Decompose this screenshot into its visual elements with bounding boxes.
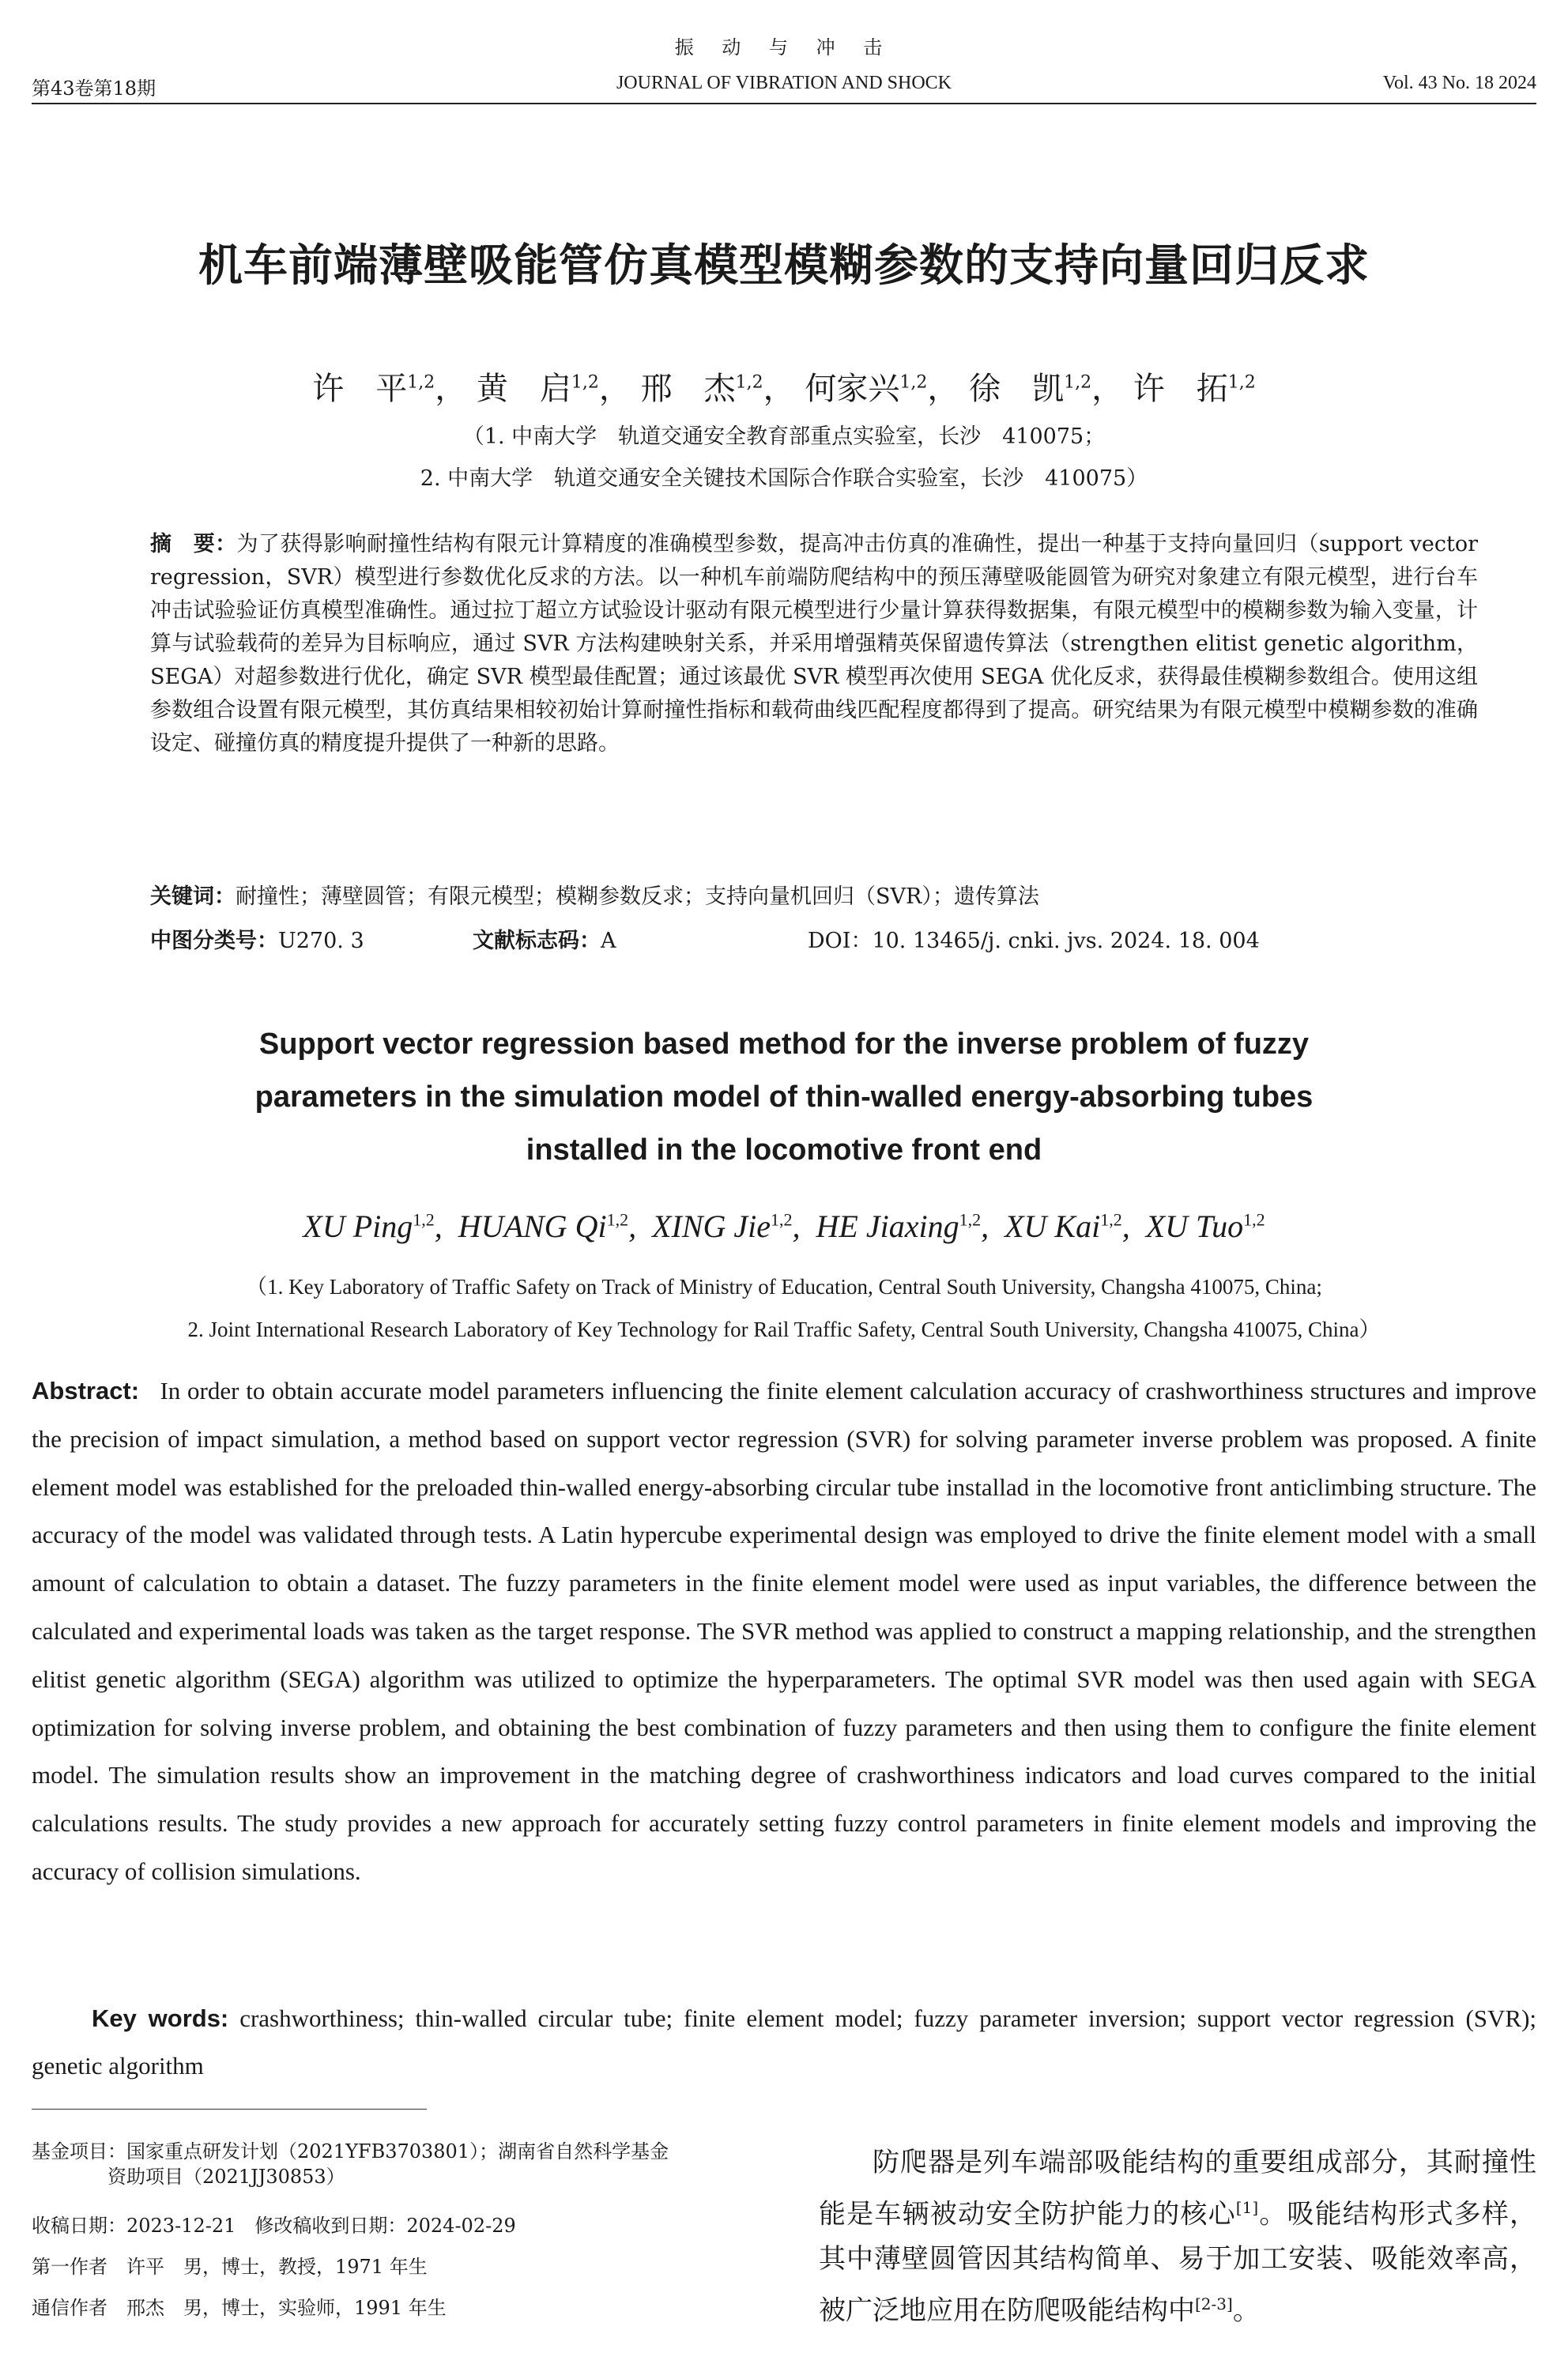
citation-1: [1] [1235, 2198, 1259, 2217]
author-cn: 许 平 [312, 371, 408, 407]
affiliation-en-1: （1. Key Laboratory of Traffic Safety on Track of Ministry of Education, Central South University, Changsha 410075, China; [246, 1275, 1322, 1299]
authors-en: XU Ping$^{1,2}$, HUANG Qi$^{1,2}$, XING Jie$^{1,2}$, HE Jiaxing$^{1,2}$, XU Kai$^{1,2}$, XU Tuo$^{1,2}$ [303, 1209, 1265, 1244]
author-en: XU Ping [303, 1209, 413, 1244]
fund-line-1: 基金项目：国家重点研发计划（2021YFB3703801）；湖南省自然科学基金 [32, 2140, 669, 2162]
author-en: XU Kai [1004, 1209, 1101, 1244]
author-sup: 1,2 [1243, 1209, 1265, 1230]
abstract-en [32, 1367, 1536, 1896]
clc-number [150, 923, 364, 954]
journal-name-en: JOURNAL OF VIBRATION AND SHOCK [616, 73, 952, 93]
footnote-corresponding: 通信作者 邢杰 男，博士，实验师，1991 年生 [32, 2297, 447, 2319]
body-text: 。 [1232, 2294, 1260, 2327]
abstract-en-text: In order to obtain accurate model parameters influencing the finite element calculation accuracy of crashworthiness structures and improve the precision of impact simulation, a method based on support vector regression (SVR) for solving parameter inverse problem was proposed. A finite element model was established for the preloaded thin-walled energy-absorbing circular tube installad in the locomotive front anticlimbing structure. The accuracy of the model was validated through tests. A Latin hypercube experimental design was employed to drive the finite element model with a small amount of calculation to obtain a dataset. The fuzzy parameters in the finite element model were used as input variables, the difference between the calculated and experimental loads was taken as the target response. The SVR method was applied to construct a mapping relationship, and the strengthen elitist genetic algorithm (SEGA) algorithm was utilized to optimize the hyperparameters. The optimal SVR model was then used again with SEGA optimization for solving inverse problem, and obtaining the best combination of fuzzy parameters and then using them to configure the finite element model. The simulation results show an improvement in the matching degree of crashworthiness indicators and load curves compared to the initial calculations results. The study provides a new approach for accurately setting fuzzy control parameters in finite element models and improving the accuracy of collision simulations. [32, 1377, 1537, 1885]
citation-2-3: [2-3] [1195, 2294, 1233, 2314]
footnote-first-author: 第一作者 许平 男，博士，教授，1971 年生 [32, 2256, 428, 2278]
abstract-en-label: Abstract: [32, 1377, 140, 1405]
title-en-line: parameters in the simulation model of thin-walled energy-absorbing tubes [254, 1080, 1314, 1114]
footnote-rule [32, 2109, 427, 2110]
author-sup: 1,2 [606, 1209, 629, 1230]
paper-title-en [0, 1018, 1568, 1177]
body-text: 防爬器是列车端部吸能结构的重要组成部分，其耐撞性能是车辆被动安全防护能力的核心 [819, 2147, 1536, 2230]
fund-line-2: 资助项目（2021JJ30853） [107, 2166, 345, 2188]
doc-code-value: A [601, 929, 616, 953]
document-code [473, 923, 616, 954]
author-cn: 邢 杰 [640, 371, 736, 407]
author-cn: 徐 凯 [969, 371, 1065, 407]
author-en: XU Tuo [1145, 1209, 1244, 1244]
keywords-cn-label: 关键词： [150, 884, 236, 909]
header-rule [32, 103, 1536, 104]
title-en-line: installed in the locomotive front end [526, 1133, 1042, 1167]
affiliation-en-2: 2. Joint International Research Laboratory of Key Technology for Rail Traffic Safety, Central South University, Changsha 410075, China） [187, 1318, 1381, 1341]
author-sup: 1,2 [413, 1209, 435, 1230]
keywords-en-label: Key words: [92, 2004, 229, 2032]
keywords-en [32, 1995, 1536, 2090]
abstract-cn [150, 528, 1478, 760]
journal-name-cn: 振 动 与 冲 击 [674, 36, 894, 58]
authors-cn: 许 平$^{1,2}$， 黄 启$^{1,2}$， 邢 杰$^{1,2}$， 何家兴$^{1,2}$， 徐 凯$^{1,2}$， 许 拓$^{1,2}$ [312, 371, 1256, 407]
clc-label: 中图分类号： [150, 929, 278, 953]
author-cn: 黄 启 [476, 371, 571, 407]
body-intro-paragraph [819, 2140, 1536, 2334]
author-cn: 许 拓 [1133, 371, 1228, 407]
author-sup: 1,2 [1100, 1209, 1122, 1230]
paper-title-cn: 机车前端薄壁吸能管仿真模型模糊参数的支持向量回归反求 [198, 239, 1370, 292]
keywords-cn [150, 879, 1039, 910]
doc-code-label: 文献标志码： [473, 929, 601, 953]
abstract-cn-text: 为了获得影响耐撞性结构有限元计算精度的准确模型参数，提高冲击仿真的准确性，提出一种基于支持向量回归（support vector regression，SVR）模型进行参数优化反求的方法。以一种机车前端防爬结构中的预压薄壁吸能圆管为研究对象建立有限元模型，进行台车冲击试验验证仿真模型准确性。通过拉丁超立方试验设计驱动有限元模型进行少量计算获得数据集，有限元模型中的模糊参数为输入变量，计算与试验载荷的差异为目标响应，通过 SVR 方法构建映射关系，并采用增强精英保留遗传算法（strengthen elitist genetic algorithm，SEGA）对超参数进行优化，确定 SVR 模型最佳配置；通过该最优 SVR 模型再次使用 SEGA 优化反求，获得最佳模糊参数组合。使用这组参数组合设置有限元模型，其仿真结果相较初始计算耐撞性指标和载荷曲线匹配程度都得到了提高。研究结果为有限元模型中模糊参数的准确设定、碰撞仿真的精度提升提供了一种新的思路。 [150, 532, 1478, 756]
doi: DOI：10. 13465/j. cnki. jvs. 2024. 18. 004 [808, 929, 1260, 953]
footnote-fund [32, 2139, 775, 2189]
abstract-cn-label: 摘 要： [150, 532, 237, 556]
keywords-en-text: crashworthiness; thin-walled circular tube; finite element model; fuzzy parameter inversion; support vector regression (SVR); genetic algorithm [32, 2004, 1537, 2080]
author-en: HE Jiaxing [816, 1209, 959, 1244]
author-sup: 1,2 [771, 1209, 793, 1230]
author-cn: 何家兴 [805, 371, 900, 407]
author-en: HUANG Qi [458, 1209, 607, 1244]
author-en: XING Jie [652, 1209, 771, 1244]
author-sup: 1,2 [571, 372, 599, 393]
title-en-line: Support vector regression based method for the inverse problem of fuzzy [258, 1028, 1310, 1061]
author-sup: 1,2 [735, 372, 763, 393]
author-sup: 1,2 [407, 372, 435, 393]
affiliation-cn-1: （1. 中南大学 轨道交通安全教育部重点实验室，长沙 410075； [462, 424, 1106, 449]
issue-cn: 第43卷第18期 [32, 77, 156, 100]
clc-value: U270. 3 [278, 929, 364, 953]
author-sup: 1,2 [1064, 372, 1092, 393]
footnote-received: 收稿日期：2023-12-21 修改稿收到日期：2024-02-29 [32, 2215, 516, 2237]
author-sup: 1,2 [1227, 372, 1256, 393]
body-text: 。吸能结构形式多样，其中薄壁圆管因其结构简单、易于加工安装、吸能效率高，被广泛地应用在防爬吸能结构中 [819, 2198, 1537, 2327]
author-sup: 1,2 [959, 1209, 982, 1230]
affiliation-cn-2: 2. 中南大学 轨道交通安全关键技术国际合作联合实验室，长沙 410075） [420, 466, 1148, 491]
keywords-cn-text: 耐撞性；薄壁圆管；有限元模型；模糊参数反求；支持向量机回归（SVR）；遗传算法 [236, 884, 1039, 909]
volume-en: Vol. 43 No. 18 2024 [1382, 73, 1536, 93]
author-sup: 1,2 [899, 372, 928, 393]
